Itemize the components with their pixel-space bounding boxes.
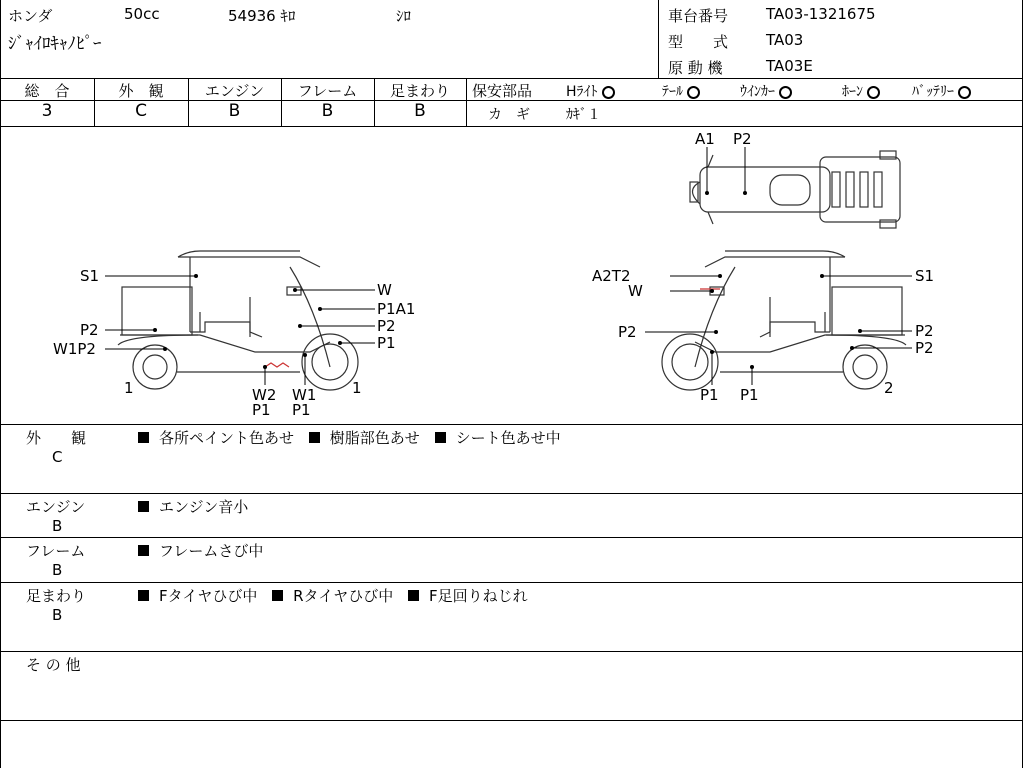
note-grade: B [52,561,63,579]
note-item: シート色あせ中 [455,429,561,447]
note-label: 外 観 [26,429,87,447]
note-item: 樹脂部色あせ [329,429,420,447]
label-s1: S1 [80,267,100,285]
top-view-vehicle [690,151,900,228]
label-number: 1 [124,379,134,397]
type-label: 型 式 [668,33,729,51]
safety-label: 保安部品 [472,82,533,100]
label-p2: P2 [733,130,752,148]
displacement: 50cc [124,5,160,23]
ok-circle-icon [867,86,880,99]
grade-value-engine: B [228,101,241,121]
type-value: TA03 [766,31,804,49]
note-label: そ の 他 [26,656,81,674]
grade-value-frame: B [321,101,334,121]
bullet-icon [309,432,320,443]
safety-item-label: ﾎｰﾝ [842,84,863,100]
ok-circle-icon [779,86,792,99]
note-item: Fタイヤひび中 [159,587,258,605]
label-w: W [377,281,392,299]
grade-value-overall: 3 [41,101,53,121]
label-p1: P1 [700,386,719,404]
grade-header-suspension: 足まわり [389,82,450,100]
bullet-icon [408,590,419,601]
right-side-vehicle [662,251,906,390]
key-value: ｶｷﾞ１ [566,107,601,123]
note-grade: B [52,606,63,624]
chassis-value: TA03-1321675 [766,5,876,23]
divider [374,78,375,126]
safety-item-label: ﾃｰﾙ [662,84,683,100]
note-item: F足回りねじれ [429,587,528,605]
ok-circle-icon [602,86,615,99]
safety-item-battery [912,81,971,101]
divider [94,78,95,126]
label-number: 1 [352,379,362,397]
label-p1: P1 [377,334,396,352]
label-w: W [628,282,643,300]
note-grade: C [52,448,63,466]
bullet-icon [138,545,149,556]
safety-item-winker [740,81,792,101]
divider [0,424,1023,425]
bullet-icon [138,501,149,512]
label-p2: P2 [80,321,99,339]
maker: ホンダ [8,7,53,25]
divider [281,78,282,126]
divider [466,78,467,126]
note-items [138,585,528,606]
model-name: ｼﾞｬｲﾛｷｬﾉﾋﾟｰ [8,34,102,54]
grade-header-overall: 総 合 [24,82,70,100]
label-p1a1: P1A1 [377,300,416,318]
header-divider [658,0,659,78]
note-items [138,496,248,517]
label-p2: P2 [377,317,396,335]
label-p1: P1 [292,401,311,419]
key-label: カ ギ [488,107,530,123]
note-item: 各所ペイント色あせ [159,429,295,447]
left-side-vehicle [118,251,358,390]
label-w1: W1 [292,386,317,404]
ok-circle-icon [958,86,971,99]
note-label: フレーム [26,542,86,560]
label-w1p2: W1P2 [53,340,96,358]
note-items [138,427,561,448]
bullet-icon [435,432,446,443]
safety-item-tail [662,81,700,101]
note-item: フレームさび中 [159,542,264,560]
label-a1: A1 [695,130,715,148]
divider [0,493,1023,494]
divider [0,78,1023,79]
note-item: エンジン音小 [159,498,249,516]
damage-diagram [0,127,1024,424]
mileage: 54936 ｷﾛ [228,7,296,25]
safety-item-label: ｳｲﾝｶｰ [740,84,775,100]
safety-item-headlight [566,81,615,101]
label-number: 2 [884,379,894,397]
ok-circle-icon [687,86,700,99]
note-item: Rタイヤひび中 [293,587,394,605]
grade-value-suspension: B [414,101,426,121]
bullet-icon [138,590,149,601]
grade-value-exterior: C [135,101,147,121]
grade-header-frame: フレーム [297,82,358,100]
divider [0,720,1023,721]
label-w2: W2 [252,386,277,404]
divider [188,78,189,126]
safety-item-label: Hﾗｲﾄ [566,84,598,100]
engine-label: 原 動 機 [668,59,723,77]
bullet-icon [272,590,283,601]
note-grade: B [52,517,63,535]
bullet-icon [138,432,149,443]
divider [0,537,1023,538]
divider [0,651,1023,652]
note-items [138,540,263,561]
color: ｼﾛ [396,7,412,25]
label-p2: P2 [915,339,934,357]
note-label: エンジン [26,498,86,516]
label-s1: S1 [915,267,935,285]
safety-item-label: ﾊﾞｯﾃﾘｰ [912,84,954,100]
grade-header-engine: エンジン [204,82,265,100]
label-p2: P2 [915,322,934,340]
safety-item-horn [842,81,880,101]
chassis-label: 車台番号 [668,7,729,25]
grade-header-exterior: 外 観 [118,82,164,100]
label-p1: P1 [252,401,271,419]
label-p2: P2 [618,323,637,341]
note-label: 足まわり [26,587,87,605]
divider [0,582,1023,583]
engine-value: TA03E [766,57,813,75]
label-a2t2: A2T2 [592,267,631,285]
label-p1: P1 [740,386,759,404]
